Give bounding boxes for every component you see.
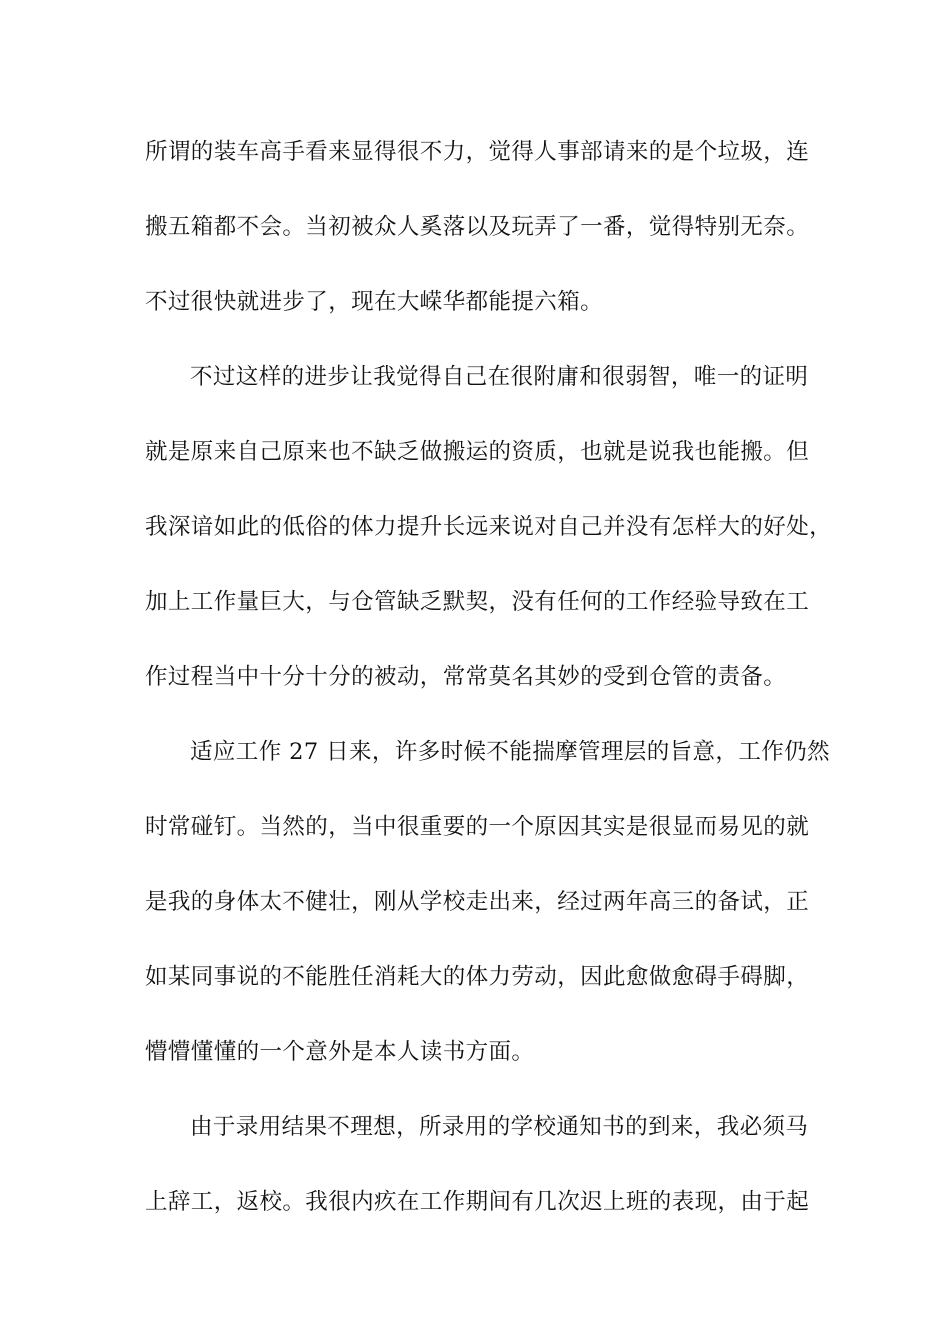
text-line: 懵懵懂懂的一个意外是本人读书方面。 xyxy=(145,1039,535,1065)
text-line: 时常碰钉。当然的，当中很重要的一个原因其实是很显而易见的就 xyxy=(145,814,810,840)
text-line: 作过程当中十分十分的被动，常常莫名其妙的受到仓管的责备。 xyxy=(145,664,787,690)
paragraph-first-line: 由于录用结果不理想，所录用的学校通知书的到来，我必须马 xyxy=(190,1114,809,1140)
text-line: 上辞工，返校。我很内疚在工作期间有几次迟上班的表现，由于起 xyxy=(145,1189,810,1215)
text-line: 如某同事说的不能胜任消耗大的体力劳动，因此愈做愈碍手碍脚， xyxy=(145,964,810,990)
text-line: 所谓的装车高手看来显得很不力，觉得人事部请来的是个垃圾，连 xyxy=(145,139,810,165)
text-line: 加上工作量巨大，与仓管缺乏默契，没有任何的工作经验导致在工 xyxy=(145,589,810,615)
paragraph-first-line: 不过这样的进步让我觉得自己在很附庸和很弱智，唯一的证明 xyxy=(190,364,809,390)
text-line: 就是原来自己原来也不缺乏做搬运的资质，也就是说我也能搬。但 xyxy=(145,439,810,465)
text-line: 不过很快就进步了，现在大嵘华都能提六箱。 xyxy=(145,289,604,315)
paragraph-first-line: 适应工作 27 日来，许多时候不能揣摩管理层的旨意，工作仍然 xyxy=(190,739,830,765)
text-line: 我深谙如此的低俗的体力提升长远来说对自己并没有怎样大的好处， xyxy=(145,514,833,540)
text-line: 搬五箱都不会。当初被众人奚落以及玩弄了一番，觉得特别无奈。 xyxy=(145,214,810,240)
text-line: 是我的身体太不健壮，刚从学校走出来，经过两年高三的备试，正 xyxy=(145,889,810,915)
